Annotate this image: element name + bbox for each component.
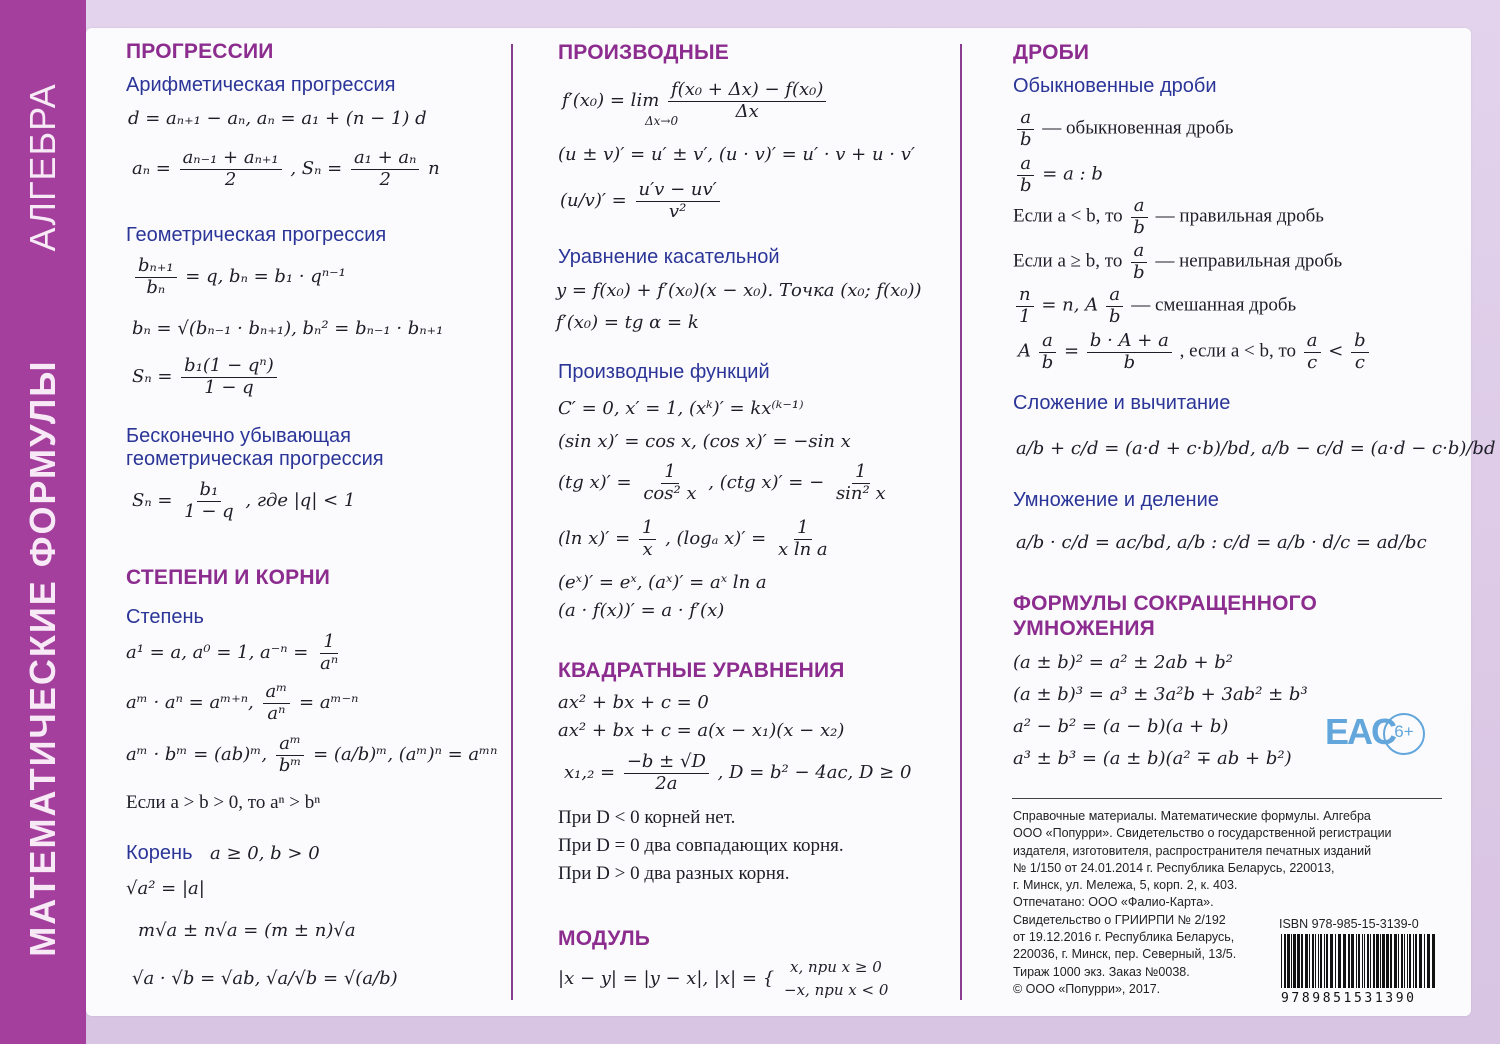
imprint-line: № 1/150 от 24.01.2014 г. Республика Беларусь, 220013, [1013, 860, 1335, 875]
formula-short-mul-2: (a ± b)³ = a³ ± 3a²b + 3ab² ± b³ [1013, 684, 1308, 705]
barcode-bar [1284, 934, 1286, 988]
denominator: b [1020, 174, 1032, 196]
barcode-bar [1356, 934, 1357, 988]
barcode-bar [1315, 934, 1316, 988]
fraction [1130, 196, 1148, 238]
numerator: 1 [852, 462, 869, 484]
denominator: b [1123, 351, 1136, 373]
subheading-tangent: Уравнение касательной [558, 246, 780, 268]
denominator: cos² x [643, 482, 697, 504]
subheading-function-derivatives: Производные функций [558, 361, 770, 383]
formula-geometric-1 [132, 256, 346, 298]
section-heading-short-multiplication-2: УМНОЖЕНИЯ [1013, 617, 1155, 640]
formula-root-2: m√a ± n√a = (m ± n)√a [138, 920, 356, 941]
barcode-bar [1427, 934, 1430, 988]
imprint-line: Тираж 1000 экз. Заказ №0038. [1013, 964, 1190, 979]
barcode-bar [1409, 934, 1411, 988]
barcode-bar [1330, 934, 1333, 988]
fraction-text: A [1018, 340, 1031, 362]
barcode-bar [1398, 934, 1399, 988]
formula-short-mul-3: a² − b² = (a − b)(a + b) [1013, 716, 1229, 737]
numerator: 1 [320, 632, 337, 654]
fraction [135, 256, 177, 298]
fraction [1039, 331, 1057, 373]
barcode-bar [1297, 934, 1300, 988]
numerator: u′v − uv′ [636, 180, 720, 202]
denominator: v² [668, 200, 687, 222]
numerator: a [1304, 331, 1321, 353]
barcode-bar [1386, 934, 1389, 988]
formula-part: = aᵐ⁻ⁿ [299, 692, 359, 714]
fraction-text: = [1064, 340, 1080, 362]
barcode-bar [1338, 934, 1341, 988]
subheading-infinite-geometric-2: геометрическая прогрессия [126, 448, 384, 470]
formula-degree-4: Если a > b > 0, то aⁿ > bⁿ [126, 792, 321, 813]
subheading-ordinary-fractions: Обыкновенные дроби [1013, 75, 1217, 97]
denominator: x ln a [777, 538, 828, 560]
section-heading-modulus: МОДУЛЬ [558, 927, 651, 950]
formula-functions-2: (sin x)′ = cos x, (cos x)′ = −sin x [558, 431, 851, 452]
fraction [1130, 241, 1148, 283]
imprint-line: от 19.12.2016 г. Республика Беларусь, [1013, 930, 1235, 945]
formula-part: = (a/b)ᵐ, (aᵐ)ⁿ = aᵐⁿ [313, 744, 498, 766]
column-divider-2 [960, 44, 962, 1000]
barcode-bar [1351, 934, 1354, 988]
numerator: b₁ [197, 480, 222, 502]
numerator: 1 [661, 462, 678, 484]
barcode-bar [1373, 934, 1375, 988]
numerator: 1 [639, 518, 656, 540]
formula-root-1: √a² = |a| [126, 878, 205, 899]
denominator: Δx [735, 100, 759, 122]
fraction [1106, 285, 1124, 327]
formula-add-subtract: a/b + c/d = (a·d + c·b)/bd, a/b − c/d = (a·d − c·b)/bd [1016, 438, 1496, 459]
barcode-bar [1419, 934, 1422, 988]
denominator: bᵐ [278, 754, 302, 776]
barcode-bar [1318, 934, 1319, 988]
quadratic-case-1: При D < 0 корней нет. [558, 807, 736, 828]
barcode-bar [1424, 934, 1425, 988]
formula-tangent-2: f′(x₀) = tg α = k [556, 312, 699, 333]
section-heading-quadratic: КВАДРАТНЫЕ УРАВНЕНИЯ [558, 659, 845, 682]
denominator: 1 [1019, 305, 1031, 327]
barcode-bar [1326, 934, 1328, 988]
fraction-line-1 [1014, 108, 1233, 150]
denominator: 2 [379, 168, 391, 190]
formula-part: , D = b² − 4ac, D ≥ 0 [717, 762, 912, 784]
barcode-bar [1312, 934, 1314, 988]
fraction [636, 180, 720, 222]
barcode-bar [1309, 934, 1310, 988]
subheading-arithmetic: Арифметическая прогрессия [126, 74, 396, 96]
fraction-line-4 [1013, 241, 1342, 283]
fraction [1017, 154, 1035, 196]
numerator: n [1016, 285, 1034, 307]
formula-derivative-sum-product: (u ± v)′ = u′ ± v′, (u · v)′ = u′ · v + u · v′ [558, 144, 915, 165]
fraction-line-6 [1018, 331, 1372, 373]
denominator: 2 [224, 168, 237, 190]
sidebar-band [0, 0, 86, 1044]
section-heading-short-multiplication-1: ФОРМУЛЫ СОКРАЩЕННОГО [1013, 592, 1318, 615]
root-condition: a ≥ 0, b > 0 [210, 843, 320, 864]
formula-root-3: √a · √b = √ab, √a/√b = √(a/b) [132, 968, 398, 989]
denominator: b [1108, 305, 1121, 327]
denominator: b [1041, 351, 1054, 373]
formula-part: Sₙ = [132, 490, 173, 512]
fraction [1087, 331, 1172, 373]
fraction [276, 734, 305, 776]
subheading-add-subtract: Сложение и вычитание [1013, 392, 1231, 414]
fraction-text: Если a ≥ b, то [1013, 250, 1123, 272]
formula-part: , Sₙ = [290, 158, 343, 180]
numerator: aᵐ [263, 682, 291, 704]
fraction [1351, 331, 1369, 373]
numerator: 1 [794, 518, 811, 540]
denominator: aⁿ [267, 702, 286, 724]
sidebar-title [22, 83, 64, 956]
numerator: a [1131, 196, 1148, 218]
formula-quadratic-roots [564, 752, 911, 794]
barcode [1279, 934, 1439, 1004]
formula-part: x₁,₂ = [564, 762, 616, 784]
barcode-bar [1324, 934, 1325, 988]
formula-functions-4 [558, 518, 834, 560]
numerator: a [1039, 331, 1056, 353]
sidebar-main-title: МАТЕМАТИЧЕСКИЕ ФОРМУЛЫ [22, 359, 63, 957]
fraction [180, 148, 282, 190]
numerator: aₙ₋₁ + aₙ₊₁ [180, 148, 282, 170]
formula-quadratic-2: ax² + bx + c = a(x − x₁)(x − x₂) [558, 720, 845, 741]
numerator: b₁(1 − qⁿ) [181, 356, 277, 378]
formula-short-mul-1: (a ± b)² = a² ± 2ab + b² [1013, 652, 1234, 673]
fraction-text: — неправильная дробь [1155, 250, 1343, 272]
barcode-bar [1401, 934, 1403, 988]
subheading-multiply-divide: Умножение и деление [1013, 489, 1219, 511]
fraction [668, 80, 826, 122]
formula-part: (tg x)′ = [558, 472, 632, 494]
barcode-bar [1407, 934, 1408, 988]
quadratic-case-2: При D = 0 два совпадающих корня. [558, 835, 844, 856]
fraction [1016, 285, 1034, 327]
formula-functions-1: C′ = 0, x′ = 1, (xᵏ)′ = kx⁽ᵏ⁻¹⁾ [558, 398, 804, 419]
fraction-text: — обыкновенная дробь [1042, 117, 1234, 139]
denominator: x [642, 538, 653, 560]
barcode-bar [1364, 934, 1365, 988]
formula-functions-6: (a · f(x))′ = a · f′(x) [558, 600, 725, 621]
barcode-bar [1293, 934, 1296, 988]
fraction [351, 148, 420, 190]
formula-geometric-2: bₙ = √(bₙ₋₁ · bₙ₊₁), bₙ² = bₙ₋₁ · bₙ₊₁ [132, 318, 444, 339]
fraction-text: = n, A [1041, 294, 1099, 316]
barcode-bar [1413, 934, 1414, 988]
fraction-text: < [1328, 340, 1344, 362]
formula-derivative-quotient [560, 180, 723, 222]
formula-part: aₙ = [132, 158, 171, 180]
imprint-line: Свидетельство о ГРИИРПИ № 2/192 [1013, 912, 1226, 927]
imprint-line: © ООО «Попурри», 2017. [1013, 981, 1161, 996]
formula-derivative-definition [562, 80, 829, 122]
section-heading-derivatives: ПРОИЗВОДНЫЕ [558, 41, 729, 64]
fraction [775, 518, 831, 560]
denominator: b [1020, 128, 1032, 150]
imprint-line: Отпечатано: ООО «Фалио-Карта». [1013, 895, 1214, 910]
formula-part: a¹ = a, a⁰ = 1, a⁻ⁿ = [126, 642, 309, 664]
imprint-line: Справочные материалы. Математические формулы. Алгебра [1013, 809, 1371, 823]
denominator: c [1307, 351, 1318, 373]
numerator: f(x₀ + Δx) − f(x₀) [668, 80, 826, 102]
fraction [624, 752, 709, 794]
column-divider-1 [511, 44, 513, 1000]
formula-functions-3 [558, 462, 892, 504]
formula-multiply-divide: a/b · c/d = ac/bd, a/b : c/d = a/b · d/c = ad/bc [1016, 532, 1427, 553]
formula-part: Sₙ = [132, 366, 173, 388]
fraction [317, 632, 341, 674]
fraction [181, 356, 277, 398]
barcode-bar [1380, 934, 1381, 988]
fraction [833, 462, 889, 504]
fraction-line-5 [1013, 285, 1296, 327]
barcode-bar [1291, 934, 1292, 988]
subheading-geometric: Геометрическая прогрессия [126, 224, 387, 246]
numerator: −b ± √D [624, 752, 709, 774]
numerator: a [1017, 108, 1034, 130]
barcode-bar [1348, 934, 1350, 988]
numerator: a [1106, 285, 1123, 307]
formula-part: aᵐ · bᵐ = (ab)ᵐ, [126, 744, 268, 766]
denominator: sin² x [835, 482, 886, 504]
numerator: a₁ + aₙ [351, 148, 420, 170]
barcode-bar [1367, 934, 1369, 988]
modulus-case-negative: −x, при x < 0 [784, 981, 889, 999]
barcode-bar [1362, 934, 1363, 988]
barcode-bar [1370, 934, 1371, 988]
imprint-line: ООО «Попурри». Свидетельство о государственной регистрации [1013, 826, 1392, 841]
formula-degree-3 [126, 734, 497, 776]
fraction [639, 518, 656, 560]
fraction-text: , если a < b, то [1179, 340, 1297, 362]
eac-conformity-logo: EAC [1325, 711, 1396, 752]
formula-part: , где |q| < 1 [245, 490, 356, 512]
barcode-bar [1394, 934, 1397, 988]
imprint-line: издателя, изготовителя, распространителя печатных изданий [1013, 843, 1372, 858]
fraction-line-2 [1014, 154, 1103, 196]
section-heading-powers: СТЕПЕНИ И КОРНИ [126, 566, 331, 589]
fraction-text: Если a < b, то [1013, 205, 1123, 227]
age-rating-badge [1383, 713, 1425, 755]
barcode-bar [1335, 934, 1336, 988]
section-heading-fractions: ДРОБИ [1013, 41, 1090, 64]
numerator: b [1351, 331, 1369, 353]
formula-part: (u/v)′ = [560, 190, 627, 212]
formula-degree-1 [126, 632, 344, 674]
sidebar-subtitle: АЛГЕБРА [22, 83, 63, 252]
formula-part: aᵐ · aⁿ = aᵐ⁺ⁿ, [126, 692, 254, 714]
modulus-case-positive: x, при x ≥ 0 [790, 958, 882, 976]
denominator: 1 − q [204, 376, 254, 398]
fraction-text: — правильная дробь [1155, 205, 1324, 227]
barcode-bar [1305, 934, 1308, 988]
fraction [1017, 108, 1035, 150]
numerator: a [1131, 241, 1148, 263]
numerator: bₙ₊₁ [135, 256, 177, 278]
fraction [640, 462, 699, 504]
fraction-line-3 [1013, 196, 1324, 238]
imprint-rule [1012, 798, 1442, 799]
denominator: b [1133, 261, 1145, 283]
fraction-text: = a : b [1042, 163, 1103, 185]
age-rating-text: 6+ [1394, 722, 1414, 741]
fraction [263, 682, 291, 724]
denominator: 1 − q [184, 500, 234, 522]
subheading-root: Корень [126, 842, 193, 864]
formula-geometric-3 [132, 356, 280, 398]
formula-part: = q, bₙ = b₁ · qⁿ⁻¹ [185, 266, 346, 288]
denominator: aⁿ [320, 652, 339, 674]
formula-part: , (logₐ x)′ = [665, 528, 767, 550]
denominator: 2a [655, 772, 678, 794]
formula-modulus: |x − y| = |y − x|, |x| = { [558, 968, 775, 989]
barcode-bar [1287, 934, 1290, 988]
quadratic-case-3: При D > 0 два разных корня. [558, 863, 790, 884]
numerator: aᵐ [276, 734, 304, 756]
denominator: b [1133, 216, 1145, 238]
barcode-bar [1382, 934, 1385, 988]
numerator: b · A + a [1087, 331, 1172, 353]
formula-infinite-sum [132, 480, 355, 522]
barcode-bar [1404, 934, 1405, 988]
barcode-bar [1301, 934, 1303, 988]
formula-part: , (ctg x)′ = − [708, 472, 825, 494]
denominator: bₙ [146, 276, 166, 298]
imprint-line: г. Минск, ул. Мележа, 5, корп. 2, к. 403. [1013, 878, 1238, 893]
barcode-bar [1376, 934, 1379, 988]
barcode-bar [1358, 934, 1360, 988]
subheading-degree: Степень [126, 606, 204, 628]
formula-functions-5: (eˣ)′ = eˣ, (aˣ)′ = aˣ ln a [558, 572, 767, 593]
barcode-bar [1415, 934, 1417, 988]
barcode-bar [1320, 934, 1322, 988]
isbn-label: ISBN 978-985-15-3139-0 [1279, 917, 1419, 931]
barcode-bar [1390, 934, 1392, 988]
formula-arithmetic-2 [132, 148, 440, 190]
limit-subscript: Δx→0 [645, 114, 679, 128]
barcode-digits: 9789851531390 [1281, 991, 1417, 1004]
imprint-line: 220036, г. Минск, пер. Северный, 13/5. [1013, 947, 1237, 962]
numerator: a [1017, 154, 1034, 176]
subheading-infinite-geometric-1: Бесконечно убывающая [126, 425, 351, 447]
fraction [1304, 331, 1321, 373]
formula-part: f′(x₀) = lim [562, 90, 660, 112]
formula-part: (ln x)′ = [558, 528, 631, 550]
formula-degree-2 [126, 682, 358, 724]
formula-quadratic-1: ax² + bx + c = 0 [558, 692, 709, 713]
formula-tangent-1: y = f(x₀) + f′(x₀)(x − x₀). Точка (x₀; f(x₀)) [556, 280, 922, 301]
denominator: c [1354, 351, 1365, 373]
formula-short-mul-4: a³ ± b³ = (a ± b)(a² ∓ ab + b²) [1013, 748, 1292, 769]
fraction [181, 480, 237, 522]
fraction-text: — смешанная дробь [1131, 294, 1297, 316]
formula-part: n [428, 158, 440, 180]
barcode-bar [1432, 934, 1435, 988]
formula-arithmetic-1: d = aₙ₊₁ − aₙ, aₙ = a₁ + (n − 1) d [128, 108, 427, 129]
section-heading-progressions: ПРОГРЕССИИ [126, 40, 274, 63]
barcode-bar [1281, 934, 1282, 988]
barcode-bar [1343, 934, 1346, 988]
